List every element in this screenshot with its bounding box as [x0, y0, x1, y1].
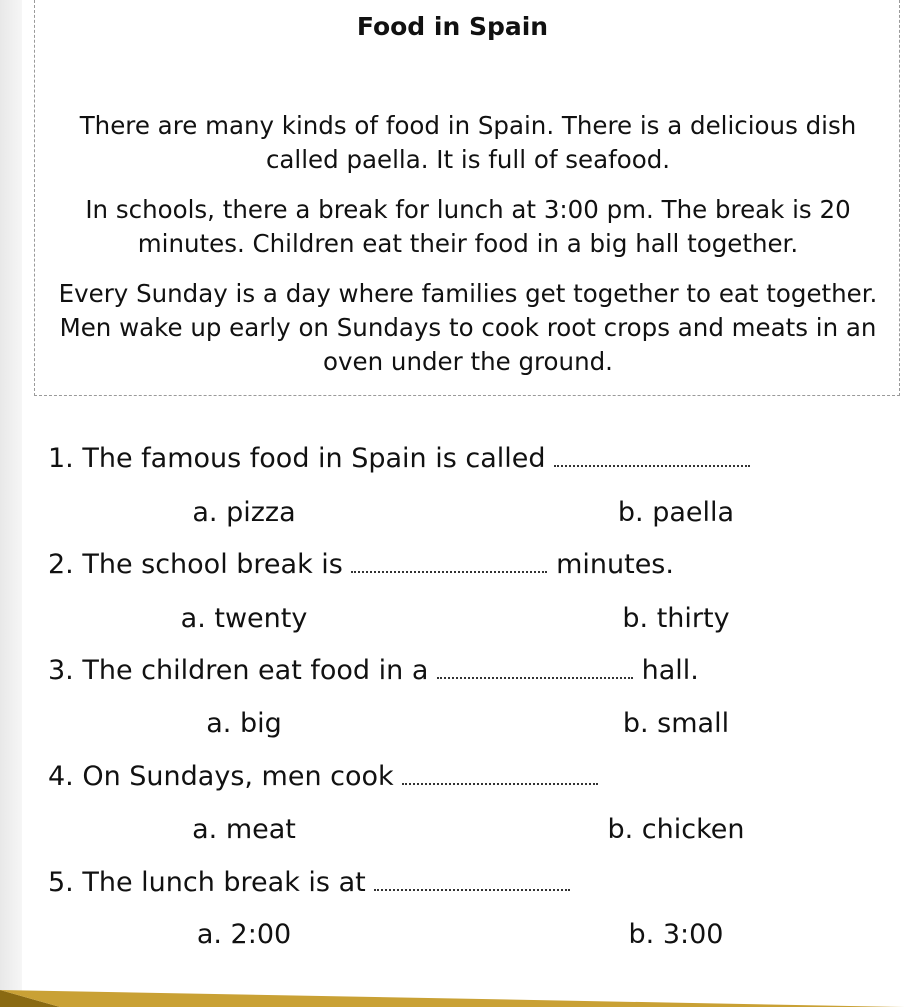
band-light-wedge [0, 990, 905, 1007]
question-5 [48, 866, 570, 900]
bottom-decorative-band [0, 990, 905, 1007]
question-3-blank[interactable] [437, 657, 633, 679]
question-1-blank[interactable] [554, 445, 750, 467]
question-1-option-b[interactable]: b. paella [617, 497, 735, 528]
question-4-blank[interactable] [402, 763, 598, 785]
passage-paragraph-3: Every Sunday is a day where families get together to eat together. Men wake up early on Sundays to cook root crops and meats in an oven under the ground. [58, 279, 878, 376]
question-5-option-a[interactable]: a. 2:00 [196, 919, 292, 950]
passage-paragraph-1: There are many kinds of food in Spain. There is a delicious dish called paella. It is full of seafood. [79, 111, 857, 174]
question-1-text: 1. The famous food in Spain is called [48, 443, 546, 474]
question-3-option-b[interactable]: b. small [622, 708, 730, 739]
question-2 [48, 548, 674, 582]
question-5-option-b[interactable]: b. 3:00 [628, 919, 724, 950]
question-2-option-a[interactable]: a. twenty [180, 603, 308, 634]
question-3-text: 3. The children eat food in a [48, 655, 429, 686]
passage-paragraph-2: In schools, there a break for lunch at 3:00 pm. The break is 20 minutes. Children eat their food in a big hall together. [85, 195, 851, 258]
question-2-option-b[interactable]: b. thirty [622, 603, 730, 634]
question-3-suffix: hall. [641, 655, 699, 686]
question-5-blank[interactable] [374, 869, 570, 891]
question-2-blank[interactable] [351, 551, 547, 573]
page-edge [0, 0, 22, 1007]
question-4-option-b[interactable]: b. chicken [607, 814, 745, 845]
page-title: Food in Spain [356, 12, 549, 41]
question-3-option-a[interactable]: a. big [206, 708, 282, 739]
question-4-text: 4. On Sundays, men cook [48, 761, 394, 792]
question-1 [48, 442, 750, 476]
question-2-text: 2. The school break is [48, 549, 343, 580]
question-4-option-a[interactable]: a. meat [192, 814, 296, 845]
question-1-option-a[interactable]: a. pizza [192, 497, 296, 528]
question-5-text: 5. The lunch break is at [48, 867, 366, 898]
question-2-suffix: minutes. [556, 549, 674, 580]
question-4 [48, 760, 598, 794]
question-3 [48, 654, 699, 688]
